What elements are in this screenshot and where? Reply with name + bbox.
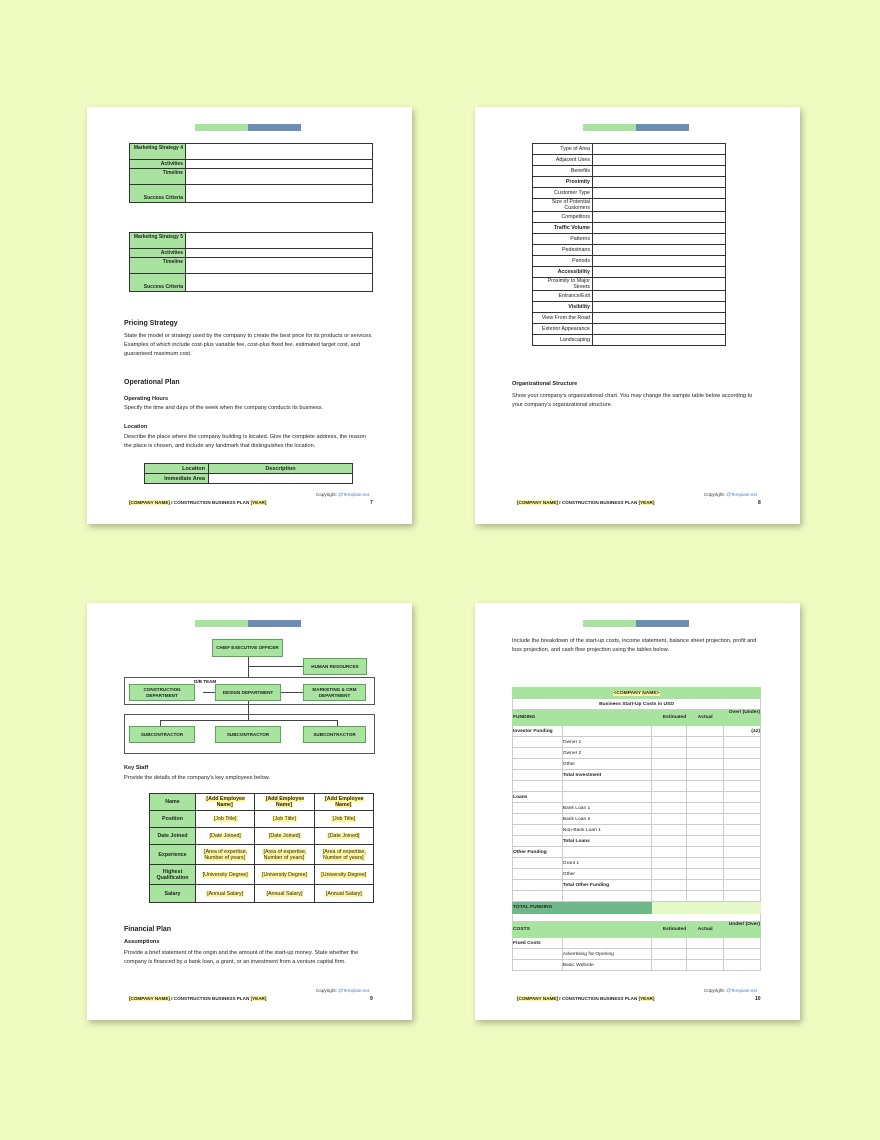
staff-placeholder: [University Degree] [202, 871, 248, 878]
key-staff-text: Provide the details of the company's key employees below. [124, 775, 270, 781]
staff-cell[interactable] [314, 828, 373, 845]
funding-item [562, 726, 652, 737]
site-row-label: Customer Type [533, 188, 593, 199]
startup-costs-table [512, 687, 761, 971]
cost-row [513, 938, 761, 949]
staff-cell[interactable] [255, 845, 314, 865]
page-10 [475, 603, 800, 1020]
staff-row [150, 885, 374, 903]
estimated-cell[interactable] [652, 792, 687, 803]
page-number: 10 [755, 996, 761, 1002]
key-staff-heading: Key Staff [124, 765, 149, 771]
site-row [533, 234, 726, 245]
actual-cell[interactable] [687, 858, 724, 869]
site-analysis-table [532, 143, 726, 346]
funding-category [513, 869, 563, 880]
staff-placeholder: [Add Employee Name] [265, 796, 305, 808]
funding-item: Total Loans [562, 836, 652, 847]
funding-row [513, 803, 761, 814]
operational-heading: Operational Plan [124, 379, 180, 386]
funding-item: Owner 2 [562, 748, 652, 759]
staff-placeholder: [Area of expertise, Number of years] [263, 848, 307, 861]
funding-row [513, 737, 761, 748]
staff-row-label: Name [150, 794, 196, 811]
footer: [COMPANY NAME] I CONSTRUCTION BUSINESS PLAN [YEAR] [129, 996, 267, 1001]
funding-category [513, 836, 563, 847]
staff-placeholder: [Job Title] [332, 816, 356, 822]
actual-cell[interactable] [687, 759, 724, 770]
over-under-cell[interactable] [724, 891, 761, 902]
funding-item [562, 781, 652, 792]
staff-row [150, 811, 374, 828]
over-under-cell[interactable] [724, 803, 761, 814]
funding-item [562, 792, 652, 803]
over-under-cell[interactable] [724, 781, 761, 792]
cost-item: Basic Website [562, 960, 652, 971]
funding-category [513, 891, 563, 902]
funding-category: Other Funding [513, 847, 563, 858]
hours-heading: Operating Hours [124, 396, 169, 402]
site-row-label: Type of Area [533, 144, 593, 155]
funding-row [513, 880, 761, 891]
cost-row [513, 949, 761, 960]
over-under-cell[interactable] [724, 770, 761, 781]
site-row [533, 278, 726, 291]
org-marketing: MARKETING & CRM DEPARTMENT [303, 684, 366, 701]
estimated-cell[interactable] [652, 814, 687, 825]
actual-cell[interactable] [687, 869, 724, 880]
estimated-cell[interactable] [652, 858, 687, 869]
copyright: Copyright: @Template.net [316, 988, 370, 993]
site-row-value[interactable] [593, 144, 726, 155]
cost-value-cell[interactable] [652, 938, 687, 949]
intro-text: Include the breakdown of the start-up costs, income statement, balance sheet projection, profit and loss projection, and cash flow projection using the tables below. [512, 638, 757, 653]
site-row-label: Size of Potential Customers [533, 199, 593, 212]
staff-cell[interactable] [255, 811, 314, 828]
site-row [533, 256, 726, 267]
staff-row-label: Experience [150, 845, 196, 865]
header-color-bar [583, 124, 689, 131]
marketing-strategy-5-table [129, 232, 373, 292]
under-over-header: Under/ (Over) [724, 922, 761, 938]
funding-category [513, 825, 563, 836]
cost-row [513, 960, 761, 971]
staff-row [150, 828, 374, 845]
staff-cell[interactable] [314, 865, 373, 885]
actual-cell[interactable] [687, 770, 724, 781]
hours-text: Specify the time and days of the week when the company conducts its business. [124, 405, 323, 411]
org-design: DESIGN DEPARTMENT [215, 684, 281, 701]
staff-cell[interactable] [196, 811, 255, 828]
funding-row [513, 891, 761, 902]
cost-value-cell[interactable] [687, 960, 724, 971]
cost-item: Advertising for Opening [562, 949, 652, 960]
estimated-header: Estimated [652, 922, 687, 938]
team-label: D/B TEAM [194, 679, 217, 684]
site-row-value[interactable] [593, 177, 726, 188]
strategy-row-label: Activities [130, 249, 186, 258]
over-under-cell[interactable]: (42) [724, 726, 761, 737]
estimated-cell[interactable] [652, 836, 687, 847]
org-subcontractor-2: SUBCONTRACTOR [215, 726, 281, 743]
funding-item [562, 891, 652, 902]
staff-placeholder: [Add Employee Name] [206, 796, 245, 808]
table-title: Business Start-Up Costs in USD [513, 699, 761, 710]
site-row-value[interactable] [593, 223, 726, 234]
site-row [533, 166, 726, 177]
org-construction: CONSTRUCTION DEPARTMENT [129, 684, 195, 701]
site-row [533, 324, 726, 335]
funding-item: Other [562, 869, 652, 880]
estimated-cell[interactable] [652, 803, 687, 814]
site-row-label: Entrance/Exit [533, 291, 593, 302]
site-row [533, 212, 726, 223]
site-row-value[interactable] [593, 267, 726, 278]
funding-item [562, 847, 652, 858]
staff-placeholder: [Date Joined] [328, 833, 360, 839]
funding-category [513, 781, 563, 792]
staff-cell[interactable] [196, 885, 255, 903]
site-row-value[interactable] [593, 199, 726, 212]
template-link[interactable]: @Template.net [338, 492, 370, 497]
site-row-value[interactable] [593, 291, 726, 302]
site-row-label: Proximity to Major Streets [533, 278, 593, 291]
funding-row [513, 792, 761, 803]
estimated-cell[interactable] [652, 726, 687, 737]
location-heading: Location [124, 424, 148, 430]
site-row-value[interactable] [593, 155, 726, 166]
staff-placeholder: [Add Employee Name] [325, 796, 364, 808]
site-row-label: Exterior Appearance [533, 324, 593, 335]
strategy-title: Marketing Strategy 4 [130, 144, 186, 160]
funding-item: Bank Loan 1 [562, 803, 652, 814]
over-under-cell[interactable] [724, 814, 761, 825]
footer: [COMPANY NAME] I CONSTRUCTION BUSINESS PLAN [YEAR] [517, 500, 655, 505]
actual-cell[interactable] [687, 803, 724, 814]
staff-row [150, 845, 374, 865]
page-number: 7 [370, 500, 373, 506]
over-under-cell[interactable] [724, 792, 761, 803]
funding-category [513, 858, 563, 869]
staff-cell[interactable] [196, 845, 255, 865]
staff-row [150, 865, 374, 885]
site-row [533, 177, 726, 188]
staff-cell[interactable] [255, 828, 314, 845]
site-row [533, 335, 726, 346]
over-under-cell[interactable] [724, 869, 761, 880]
staff-cell[interactable] [314, 885, 373, 903]
org-ceo: CHIEF EXECUTIVE OFFICER [212, 639, 283, 657]
staff-row [150, 794, 374, 811]
company-name: <COMPANY NAME> [613, 690, 660, 696]
site-row-value[interactable] [593, 302, 726, 313]
cost-value-cell[interactable] [652, 960, 687, 971]
actual-cell[interactable] [687, 880, 724, 891]
immediate-area-label: Immediate Area [145, 474, 209, 484]
page-number: 8 [758, 500, 761, 506]
actual-cell[interactable] [687, 726, 724, 737]
page-number: 9 [370, 996, 373, 1002]
actual-cell[interactable] [687, 792, 724, 803]
footer: [COMPANY NAME] I CONSTRUCTION BUSINESS PLAN [YEAR] [129, 500, 267, 505]
site-row-label: Accessibility [533, 267, 593, 278]
site-row-value[interactable] [593, 166, 726, 177]
funding-row [513, 847, 761, 858]
funding-row [513, 869, 761, 880]
staff-cell[interactable] [196, 794, 255, 811]
page-8 [475, 107, 800, 524]
financial-heading: Financial Plan [124, 926, 172, 933]
org-heading: Organizational Structure [512, 381, 578, 387]
over-under-cell[interactable] [724, 759, 761, 770]
strategy-title: Marketing Strategy 5 [130, 233, 186, 249]
footer: [COMPANY NAME] I CONSTRUCTION BUSINESS PLAN [YEAR] [517, 996, 655, 1001]
estimated-header: Estimated [652, 710, 687, 726]
site-row-label: Competitors [533, 212, 593, 223]
pricing-text: State the model or strategy used by the company to create the best price for its products or services. Examples of which include cost-plus variable fee, cost-plus fixed fee, estimated target cost, and guaranteed maximum cost. [124, 333, 373, 357]
site-row [533, 291, 726, 302]
staff-row-label: Position [150, 811, 196, 828]
funding-category: Loans [513, 792, 563, 803]
funding-item: Grant 1 [562, 858, 652, 869]
estimated-cell[interactable] [652, 825, 687, 836]
funding-row [513, 825, 761, 836]
staff-cell[interactable] [196, 865, 255, 885]
funding-row [513, 726, 761, 737]
cost-value-cell[interactable] [724, 938, 761, 949]
cost-value-cell[interactable] [652, 949, 687, 960]
assumptions-heading: Assumptions [124, 939, 160, 945]
site-row-label: Benefits [533, 166, 593, 177]
site-row [533, 313, 726, 324]
page-7 [87, 107, 412, 524]
staff-placeholder: [Annual Salary] [207, 890, 244, 897]
cost-value-cell[interactable] [687, 949, 724, 960]
actual-cell[interactable] [687, 825, 724, 836]
copyright: Copyright: @Template.net [316, 492, 370, 497]
funding-item: Total Investment [562, 770, 652, 781]
actual-header: Actual [687, 710, 724, 726]
funding-category [513, 803, 563, 814]
template-link[interactable]: @Template.net [726, 492, 758, 497]
staff-placeholder: [Annual Salary] [325, 890, 362, 897]
over-under-cell[interactable] [724, 748, 761, 759]
site-row-value[interactable] [593, 188, 726, 199]
estimated-cell[interactable] [652, 847, 687, 858]
strategy-row-label: Timeline [130, 258, 186, 274]
site-row-value[interactable] [593, 278, 726, 291]
staff-placeholder: [University Degree] [321, 871, 367, 878]
site-row-label: Periods [533, 256, 593, 267]
assumptions-text: Provide a brief statement of the origin and the amount of the start-up money. State whether the company is financed by a bank loan, a grant, or an investment from a venture capital firm. [124, 950, 359, 965]
site-row [533, 302, 726, 313]
page-9 [87, 603, 412, 1020]
funding-category [513, 748, 563, 759]
staff-placeholder: [Job Title] [273, 816, 296, 822]
actual-cell[interactable] [687, 891, 724, 902]
funding-item: Bank Loan 2 [562, 814, 652, 825]
site-row-value[interactable] [593, 234, 726, 245]
funding-category [513, 759, 563, 770]
over-under-cell[interactable] [724, 858, 761, 869]
funding-row [513, 781, 761, 792]
site-row-label: Pedestrians [533, 245, 593, 256]
estimated-cell[interactable] [652, 781, 687, 792]
funding-category [513, 880, 563, 891]
actual-header: Actual [687, 922, 724, 938]
staff-placeholder: [Date Joined] [268, 833, 301, 839]
cost-value-cell[interactable] [724, 960, 761, 971]
staff-cell[interactable] [255, 865, 314, 885]
staff-placeholder: [Area of expertise, Number of years] [204, 848, 248, 861]
strategy-row-label: Activities [130, 160, 186, 169]
funding-category: Investor Funding [513, 726, 563, 737]
staff-cell[interactable] [255, 885, 314, 903]
site-row [533, 188, 726, 199]
staff-cell[interactable] [196, 828, 255, 845]
staff-cell[interactable] [314, 845, 373, 865]
copyright: Copyright: @Template.net [704, 988, 758, 993]
cost-value-cell[interactable] [724, 949, 761, 960]
over-under-header: Over/ (Under) [724, 710, 761, 726]
site-row-label: Landscaping [533, 335, 593, 346]
copyright: Copyright: @Template.net [704, 492, 758, 497]
staff-row-label: Highest Qualification [150, 865, 196, 885]
funding-category [513, 770, 563, 781]
estimated-cell[interactable] [652, 880, 687, 891]
staff-placeholder: [Annual Salary] [266, 890, 303, 897]
cost-category [513, 960, 563, 971]
site-row-value[interactable] [593, 335, 726, 346]
site-row [533, 155, 726, 166]
funding-row [513, 836, 761, 847]
staff-placeholder: [University Degree] [261, 871, 308, 878]
strategy-row-label: Timeline [130, 169, 186, 185]
key-staff-table [149, 793, 374, 903]
header-color-bar [195, 620, 301, 627]
staff-placeholder: [Area of expertise, Number of years] [322, 848, 366, 861]
over-under-cell[interactable] [724, 737, 761, 748]
site-row [533, 144, 726, 155]
staff-row-label: Salary [150, 885, 196, 903]
staff-row-label: Date Joined [150, 828, 196, 845]
site-row-value[interactable] [593, 313, 726, 324]
site-row-label: Patterns [533, 234, 593, 245]
total-funding-label: TOTAL FUNDING [513, 902, 563, 914]
org-subcontractor-1: SUBCONTRACTOR [129, 726, 195, 743]
header-color-bar [195, 124, 301, 131]
funding-row [513, 759, 761, 770]
location-table [144, 463, 353, 484]
site-row [533, 223, 726, 234]
staff-placeholder: [Job Title] [213, 816, 237, 822]
site-row [533, 267, 726, 278]
funding-row [513, 814, 761, 825]
template-link[interactable]: @Template.net [726, 988, 758, 993]
staff-placeholder: [Date Joined] [209, 833, 241, 839]
funding-category [513, 737, 563, 748]
actual-cell[interactable] [687, 814, 724, 825]
costs-header: COSTS [513, 922, 563, 938]
over-under-cell[interactable] [724, 880, 761, 891]
estimated-cell[interactable] [652, 759, 687, 770]
funding-item: Owner 1 [562, 737, 652, 748]
site-row-value[interactable] [593, 324, 726, 335]
over-under-cell[interactable] [724, 847, 761, 858]
funding-row [513, 770, 761, 781]
org-text: Show your company's organizational chart. You may change the sample table below according to your company's organizational structure. [512, 393, 753, 408]
site-row-label: Traffic Volume [533, 223, 593, 234]
funding-row [513, 858, 761, 869]
staff-cell[interactable] [255, 794, 314, 811]
site-row [533, 245, 726, 256]
funding-row [513, 748, 761, 759]
actual-cell[interactable] [687, 847, 724, 858]
funding-item: Other [562, 759, 652, 770]
strategy-row-label: Success Criteria [130, 274, 186, 292]
location-col-header: Location [145, 464, 209, 474]
site-row-label: View From the Road [533, 313, 593, 324]
funding-header: FUNDING [513, 710, 563, 726]
site-row-label: Adjacent Uses [533, 155, 593, 166]
cost-item [562, 938, 652, 949]
description-col-header: Description [209, 464, 353, 474]
over-under-cell[interactable] [724, 825, 761, 836]
actual-cell[interactable] [687, 748, 724, 759]
estimated-cell[interactable] [652, 770, 687, 781]
estimated-cell[interactable] [652, 891, 687, 902]
marketing-strategy-4-table [129, 143, 373, 203]
actual-cell[interactable] [687, 836, 724, 847]
site-row-value[interactable] [593, 245, 726, 256]
estimated-cell[interactable] [652, 737, 687, 748]
site-row-label: Proximity [533, 177, 593, 188]
site-row-label: Visibility [533, 302, 593, 313]
site-row [533, 199, 726, 212]
staff-cell[interactable] [314, 811, 373, 828]
funding-item: Non-Bank Loan 1 [562, 825, 652, 836]
header-color-bar [583, 620, 689, 627]
org-subcontractor-3: SUBCONTRACTOR [303, 726, 366, 743]
cost-category: Fixed Costs [513, 938, 563, 949]
funding-category [513, 814, 563, 825]
site-row-value[interactable] [593, 256, 726, 267]
org-hr: HUMAN RESOURCES [303, 658, 367, 675]
location-text: Describe the place where the company building is located. Give the complete address, the reason the place is chosen, and include any landmark that distinguishes the location. [124, 434, 366, 449]
funding-item: Total Other Funding [562, 880, 652, 891]
pricing-heading: Pricing Strategy [124, 320, 178, 327]
cost-category [513, 949, 563, 960]
actual-cell[interactable] [687, 737, 724, 748]
over-under-cell[interactable] [724, 836, 761, 847]
estimated-cell[interactable] [652, 869, 687, 880]
cost-value-cell[interactable] [687, 938, 724, 949]
site-row-value[interactable] [593, 212, 726, 223]
strategy-row-label: Success Criteria [130, 185, 186, 203]
actual-cell[interactable] [687, 781, 724, 792]
estimated-cell[interactable] [652, 748, 687, 759]
template-link[interactable]: @Template.net [338, 988, 370, 993]
staff-cell[interactable] [314, 794, 373, 811]
